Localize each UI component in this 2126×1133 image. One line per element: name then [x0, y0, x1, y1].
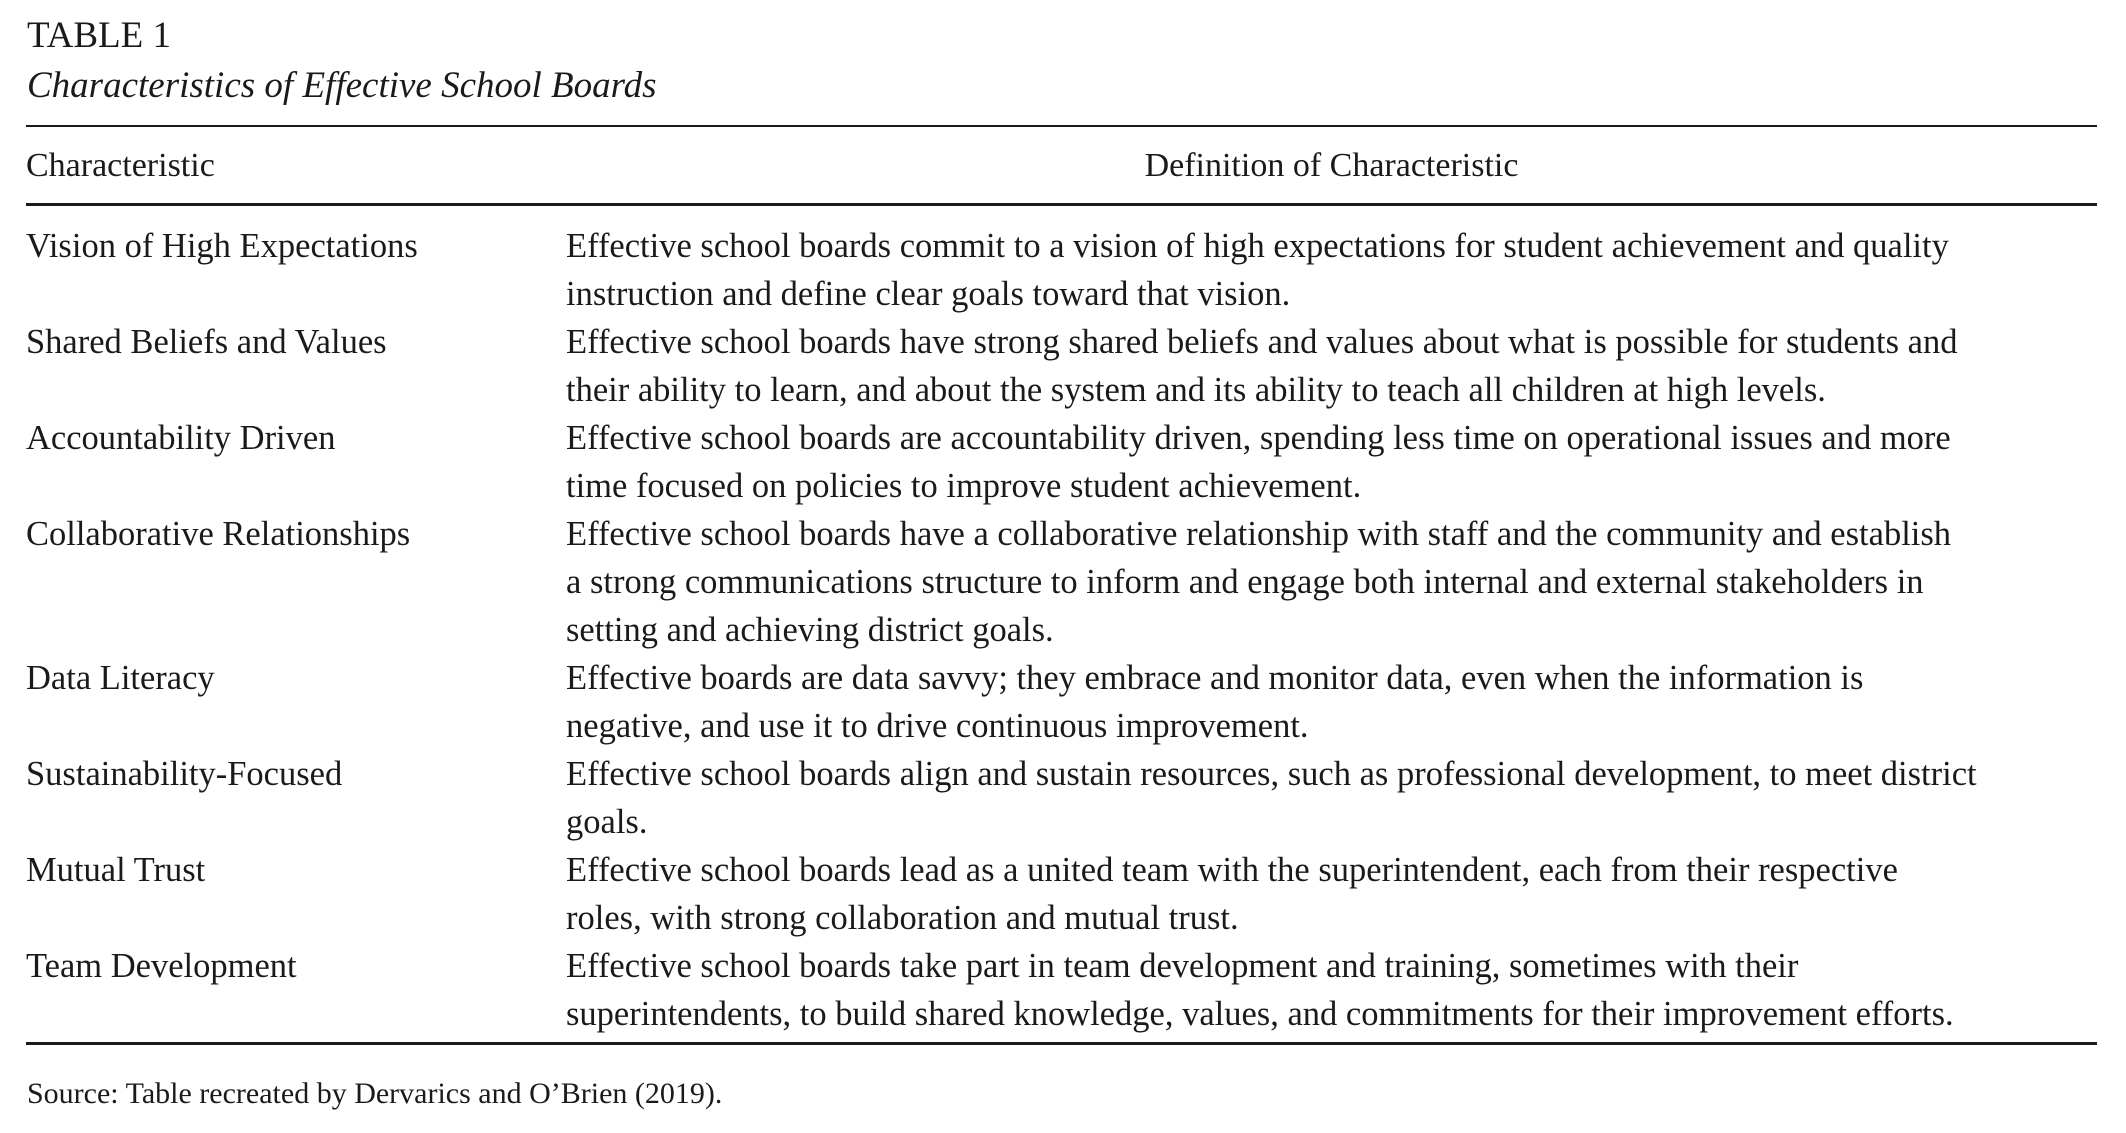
- definition-cell: [566, 942, 2097, 1038]
- definition-line: Effective school boards commit to a vision of high expectations for student achievement and quality: [566, 227, 1949, 265]
- header-rule: [26, 203, 2097, 206]
- table-row: [26, 222, 2097, 318]
- definition-line: negative, and use it to drive continuous improvement.: [566, 707, 1309, 745]
- table-row: [26, 318, 2097, 414]
- table-body: [26, 222, 2097, 1038]
- characteristic-cell: Accountability Driven: [26, 419, 336, 457]
- characteristic-cell: Vision of High Expectations: [26, 227, 418, 265]
- definition-line: setting and achieving district goals.: [566, 611, 1054, 649]
- definition-line: Effective boards are data savvy; they embrace and monitor data, even when the information is: [566, 659, 1864, 697]
- column-header-characteristic: Characteristic: [26, 147, 215, 184]
- table-row: [26, 942, 2097, 1038]
- definition-line: Effective school boards align and sustain resources, such as professional development, to meet district: [566, 755, 1977, 793]
- definition-line: a strong communications structure to inform and engage both internal and external stakeholders in: [566, 563, 1924, 601]
- characteristic-cell: Mutual Trust: [26, 851, 206, 889]
- table-row: [26, 414, 2097, 510]
- table-row: [26, 846, 2097, 942]
- definition-line: Effective school boards lead as a united team with the superintendent, each from their respective: [566, 851, 1898, 889]
- characteristic-cell: Sustainability-Focused: [26, 755, 343, 793]
- definition-cell: [566, 510, 2097, 654]
- table-row: [26, 510, 2097, 654]
- bottom-rule: [26, 1042, 2097, 1045]
- table-title: Characteristics of Effective School Boards: [27, 65, 657, 106]
- top-rule: [26, 125, 2097, 127]
- table-row: [26, 750, 2097, 846]
- definition-line: Effective school boards take part in team development and training, sometimes with their: [566, 947, 1799, 985]
- characteristic-cell: Shared Beliefs and Values: [26, 323, 387, 361]
- definition-line: their ability to learn, and about the system and its ability to teach all children at high levels.: [566, 371, 1826, 409]
- characteristic-cell: Collaborative Relationships: [26, 515, 411, 553]
- table-header-row: [26, 142, 2097, 190]
- definition-line: goals.: [566, 803, 648, 841]
- column-header-definition: Definition of Characteristic: [1144, 147, 1519, 184]
- definition-line: instruction and define clear goals toward that vision.: [566, 275, 1291, 313]
- definition-line: Effective school boards have a collaborative relationship with staff and the community and establish: [566, 515, 1952, 553]
- source-note: Source: Table recreated by Dervarics and O’Brien (2019).: [27, 1077, 723, 1110]
- definition-cell: [566, 846, 2097, 942]
- definition-cell: [566, 654, 2097, 750]
- table-label: TABLE 1: [27, 15, 171, 56]
- definition-line: superintendents, to build shared knowledge, values, and commitments for their improvement efforts.: [566, 995, 1954, 1033]
- characteristic-cell: Team Development: [26, 947, 297, 985]
- table-row: [26, 654, 2097, 750]
- definition-cell: [566, 750, 2097, 846]
- definition-line: Effective school boards are accountability driven, spending less time on operational issues and more: [566, 419, 1951, 457]
- definition-cell: [566, 318, 2097, 414]
- definition-cell: [566, 222, 2097, 318]
- definition-line: roles, with strong collaboration and mutual trust.: [566, 899, 1239, 937]
- definition-line: Effective school boards have strong shared beliefs and values about what is possible for students and: [566, 323, 1958, 361]
- definition-line: time focused on policies to improve student achievement.: [566, 467, 1362, 505]
- characteristic-cell: Data Literacy: [26, 659, 215, 697]
- definition-cell: [566, 414, 2097, 510]
